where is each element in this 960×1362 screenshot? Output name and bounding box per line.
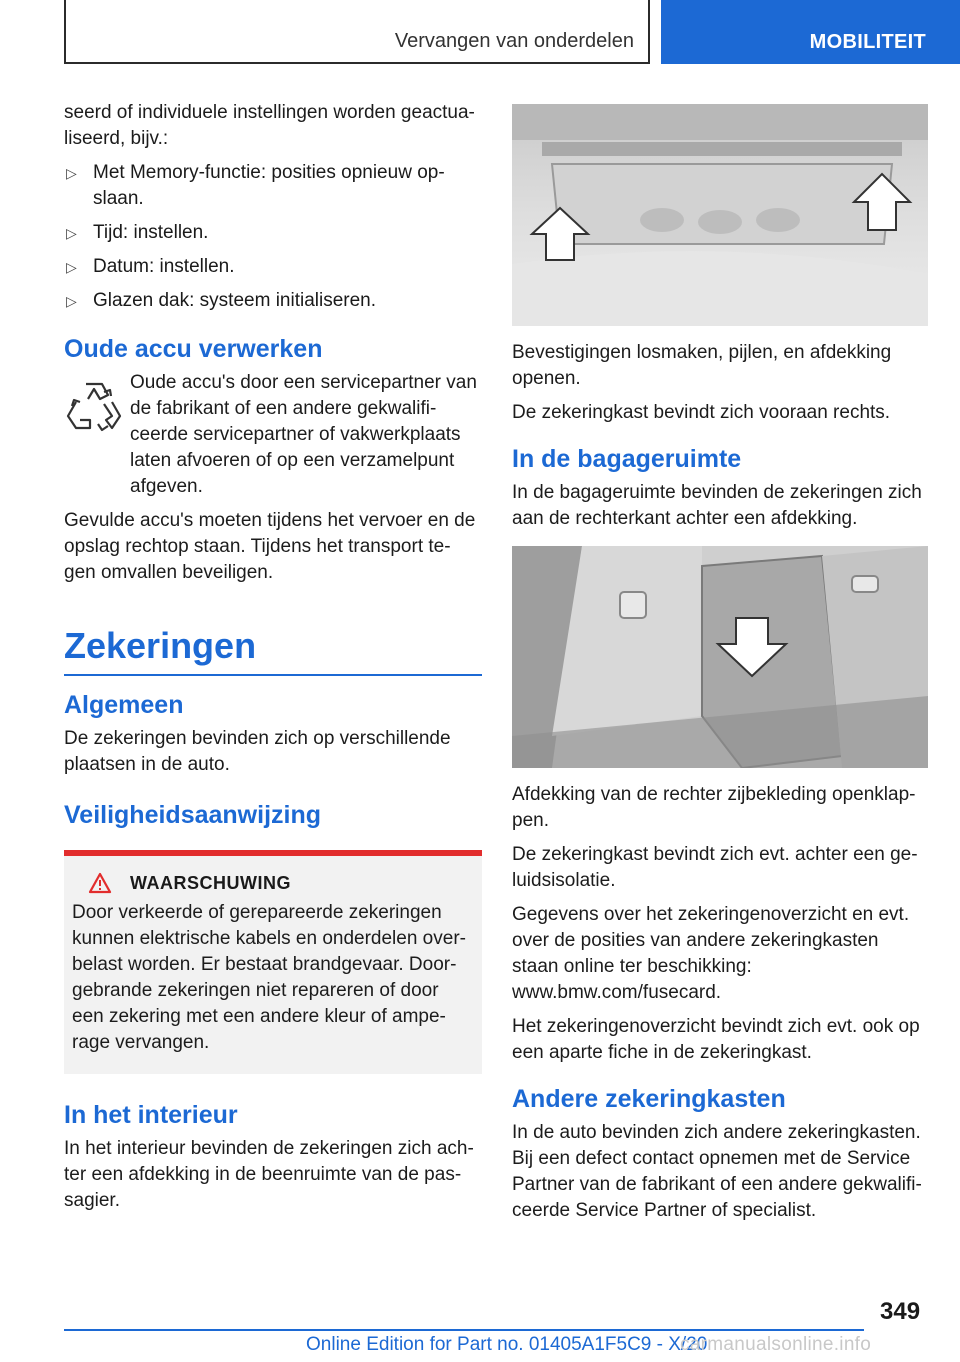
header-section-tab bbox=[661, 0, 960, 64]
header-section: MOBILITEIT bbox=[809, 31, 926, 53]
page-number: 349 bbox=[880, 1298, 921, 1325]
fig1-caption: Bevestigingen losmaken, pijlen, en afdekking openen. bbox=[512, 342, 892, 389]
old-battery-text-2: Gevulde accu's moeten tijdens het vervoer en de opslag rechtop staan. Tijdens het transport te-gen omvallen beveiligen. bbox=[64, 510, 476, 583]
warning-header bbox=[72, 872, 472, 894]
intro-text: seerd of individuele instellingen worden geactua-liseerd, bijv.: bbox=[64, 102, 475, 149]
interior-text: In het interieur bevinden de zekeringen zich ach-ter een afdekking in de beenruimte van de pas-sagier. bbox=[64, 1138, 474, 1211]
title-divider bbox=[64, 674, 482, 676]
footer-divider bbox=[64, 1329, 864, 1331]
warning-triangle-icon bbox=[88, 872, 112, 894]
old-battery-heading: Oude accu verwerken bbox=[64, 335, 323, 363]
list-item: ▷ Tijd: instellen. bbox=[64, 220, 482, 246]
old-battery-text-1: Oude accu's door een servicepartner van de fabrikant of een andere gekwalifi-ceerde servicepartner of vakwerkplaats laten afvoeren of op een verzamelpunt afgeven. bbox=[130, 372, 477, 497]
left-column bbox=[64, 100, 482, 1222]
fuses-title: Zekeringen bbox=[64, 625, 257, 666]
cargo-heading: In de bagageruimte bbox=[512, 445, 742, 473]
bullet-triangle-icon: ▷ bbox=[66, 259, 77, 275]
fuse-box-location-text: De zekeringkast bevindt zich evt. achter een ge-luidsisolatie. bbox=[512, 844, 918, 891]
general-heading: Algemeen bbox=[64, 691, 184, 719]
other-heading: Andere zekeringkasten bbox=[512, 1085, 786, 1113]
fig2-caption: Afdekking van de rechter zijbekleding openklap-pen. bbox=[512, 784, 916, 831]
other-text: In de auto bevinden zich andere zekeringkasten. Bij een defect contact opnemen met de Service Partner van de fabrikant of een andere gekwalifi-ceerde Service Partner of specialist. bbox=[512, 1122, 922, 1221]
watermark: carmanualsonline.info bbox=[680, 1334, 872, 1355]
recycle-note bbox=[64, 370, 482, 500]
header-title-box bbox=[64, 0, 650, 64]
fuse-cover-photo bbox=[512, 104, 928, 326]
cargo-cover-photo bbox=[512, 546, 928, 768]
footer-edition: Online Edition for Part no. 01405A1F5C9 - X/20 bbox=[306, 1334, 708, 1355]
list-item: ▷ Met Memory-functie: posities opnieuw op-slaan. bbox=[66, 162, 445, 209]
fuse-overview-text: Gegevens over het zekeringenoverzicht en evt. over de posities van andere zekeringkasten staan online ter beschikking: www.bmw.com/fusecard. bbox=[512, 904, 910, 1003]
warning-box bbox=[64, 850, 482, 1074]
fig1-text: De zekeringkast bevindt zich vooraan rechts. bbox=[512, 402, 891, 423]
general-text: De zekeringen bevinden zich op verschillende plaatsen in de auto. bbox=[64, 728, 451, 775]
bullet-triangle-icon: ▷ bbox=[66, 293, 77, 309]
right-column bbox=[512, 104, 928, 1232]
bullet-triangle-icon: ▷ bbox=[66, 165, 77, 181]
recycle-icon bbox=[64, 370, 130, 500]
cargo-text: In de bagageruimte bevinden de zekeringen zich aan de rechterkant achter een afdekking. bbox=[512, 482, 922, 529]
safety-heading: Veiligheidsaanwijzing bbox=[64, 801, 322, 829]
interior-heading: In het interieur bbox=[64, 1101, 238, 1129]
warning-label: WAARSCHUWING bbox=[130, 872, 291, 893]
warning-text: Door verkeerde of gerepareerde zekeringen kunnen elektrische kabels en onderdelen over-belast worden. Er bestaat brandgevaar. Door-gebrande zekeringen niet repareren of door een zekering met een andere kleur of ampe-rage vervangen. bbox=[72, 902, 466, 1053]
list-item: ▷ Datum: instellen. bbox=[64, 254, 482, 280]
fuse-fiche-text: Het zekeringenoverzicht bevindt zich evt. ook op een aparte fiche in de zekeringkast. bbox=[512, 1016, 920, 1063]
bullet-triangle-icon: ▷ bbox=[66, 225, 77, 241]
list-item: ▷ Glazen dak: systeem initialiseren. bbox=[64, 288, 482, 314]
header-title: Vervangen van onderdelen bbox=[394, 30, 634, 52]
